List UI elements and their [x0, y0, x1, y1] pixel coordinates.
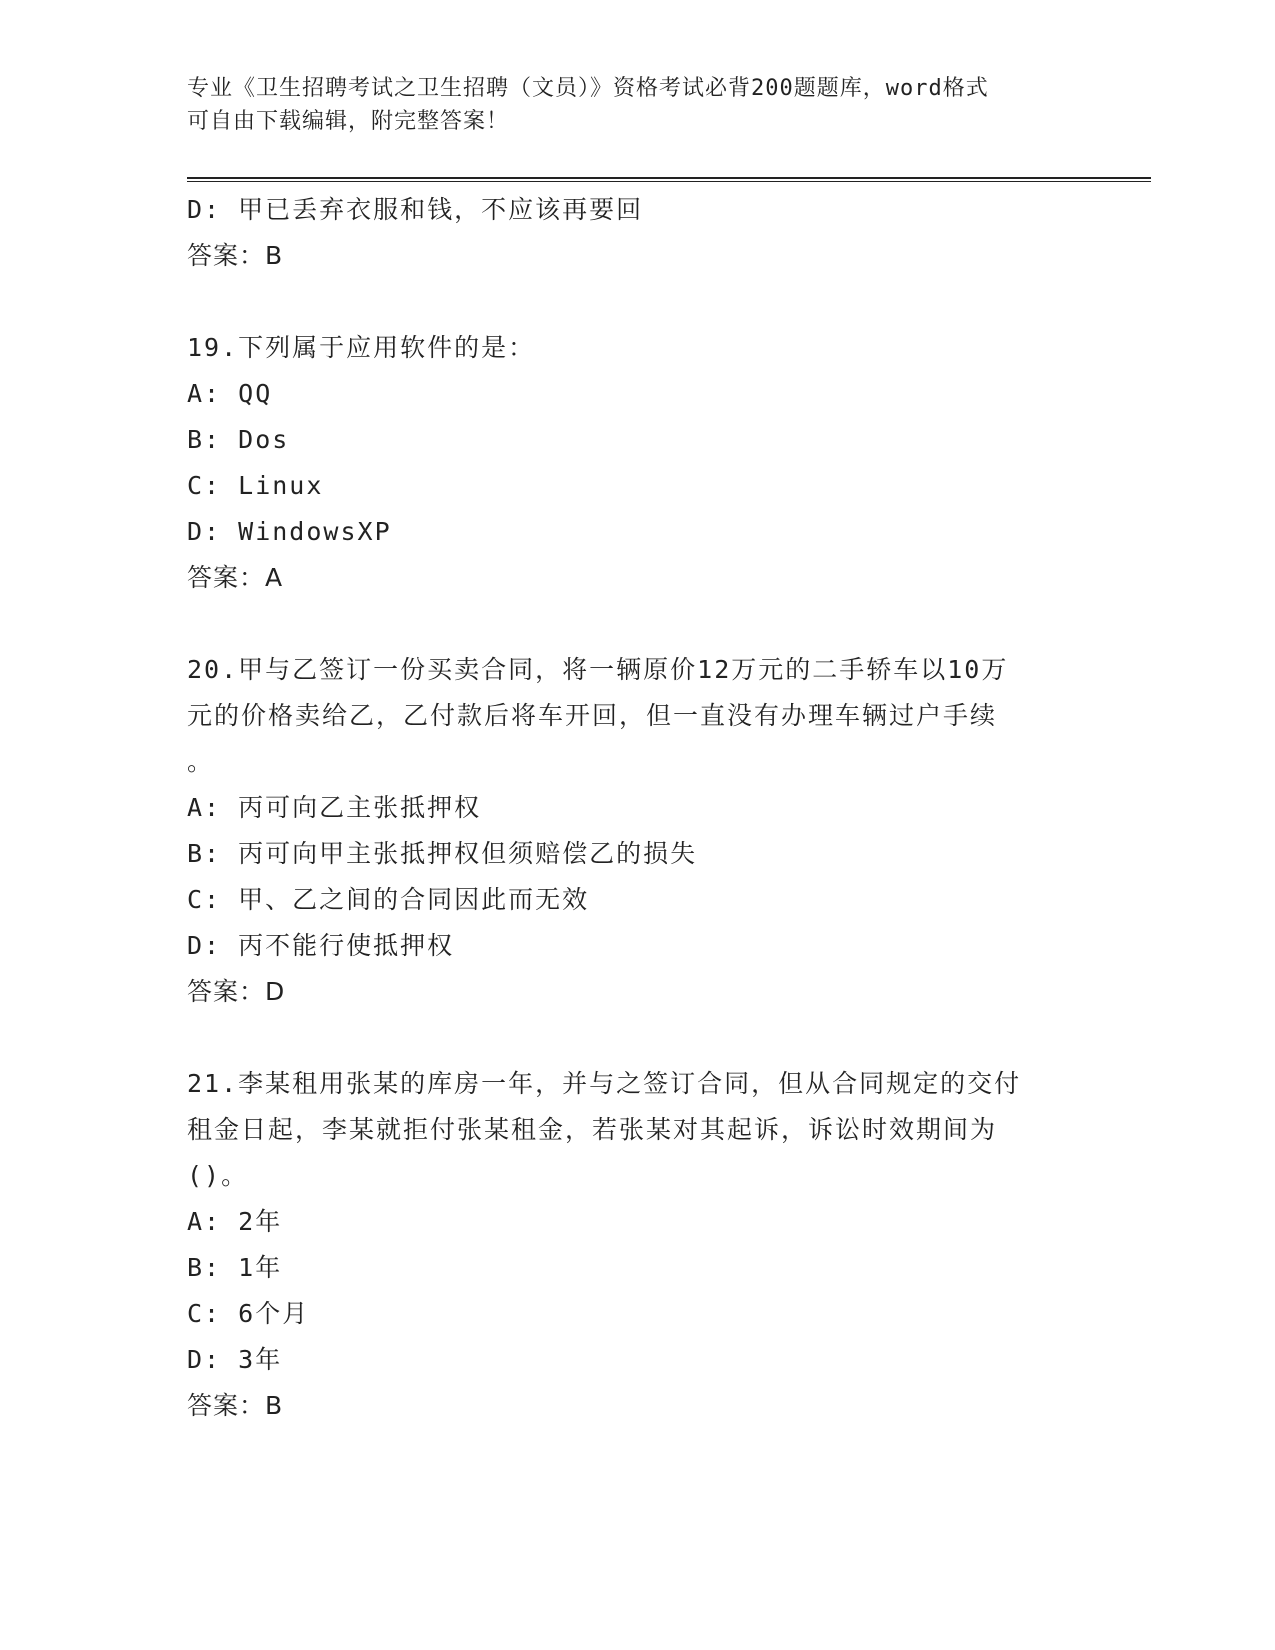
- header-line-1: 专业《卫生招聘考试之卫生招聘（文员）》资格考试必背200题题库，word格式: [187, 76, 989, 101]
- option-a: A: 丙可向乙主张抵押权: [187, 793, 482, 822]
- header-rule: [187, 177, 1151, 182]
- option-d: D: WindowsXP: [187, 517, 392, 546]
- question-stem-line-2: 租金日起，李某就拒付张某租金，若张某对其起诉，诉讼时效期间为: [187, 1115, 998, 1144]
- answer: 答案：B: [187, 1391, 284, 1420]
- option-d: D: 甲已丢弃衣服和钱，不应该再要回: [187, 195, 644, 224]
- question-stem-line-3: 。: [187, 747, 215, 776]
- question-stem-line-2: 元的价格卖给乙，乙付款后将车开回，但一直没有办理车辆过户手续: [187, 701, 998, 730]
- question-21: [187, 1061, 1087, 1429]
- question-stem-line-3: ()。: [187, 1161, 249, 1190]
- spacer: [187, 1015, 1087, 1061]
- question-stem-line-1: 20.甲与乙签订一份买卖合同，将一辆原价12万元的二手轿车以10万: [187, 655, 1009, 684]
- question-stem-line-1: 21.李某租用张某的库房一年，并与之签订合同，但从合同规定的交付: [187, 1069, 1022, 1098]
- option-b: B: 1年: [187, 1253, 283, 1282]
- answer: 答案：A: [187, 563, 284, 592]
- page-header: [187, 72, 1087, 138]
- option-d: D: 3年: [187, 1345, 283, 1374]
- option-c: C: Linux: [187, 471, 324, 500]
- question-20: [187, 647, 1087, 1015]
- question-19: [187, 325, 1087, 601]
- spacer: [187, 279, 1087, 325]
- option-b: B: Dos: [187, 425, 290, 454]
- spacer: [187, 601, 1087, 647]
- question-stem: 19.下列属于应用软件的是：: [187, 333, 536, 362]
- option-d: D: 丙不能行使抵押权: [187, 931, 455, 960]
- answer: 答案：D: [187, 977, 286, 1006]
- option-c: C: 甲、乙之间的合同因此而无效: [187, 885, 590, 914]
- question-18-tail: [187, 187, 1087, 279]
- option-a: A: 2年: [187, 1207, 283, 1236]
- document-body: [187, 187, 1087, 1429]
- option-b: B: 丙可向甲主张抵押权但须赔偿乙的损失: [187, 839, 698, 868]
- answer: 答案：B: [187, 241, 284, 270]
- option-c: C: 6个月: [187, 1299, 310, 1328]
- header-line-2: 可自由下载编辑，附完整答案！: [187, 109, 510, 134]
- option-a: A: QQ: [187, 379, 273, 408]
